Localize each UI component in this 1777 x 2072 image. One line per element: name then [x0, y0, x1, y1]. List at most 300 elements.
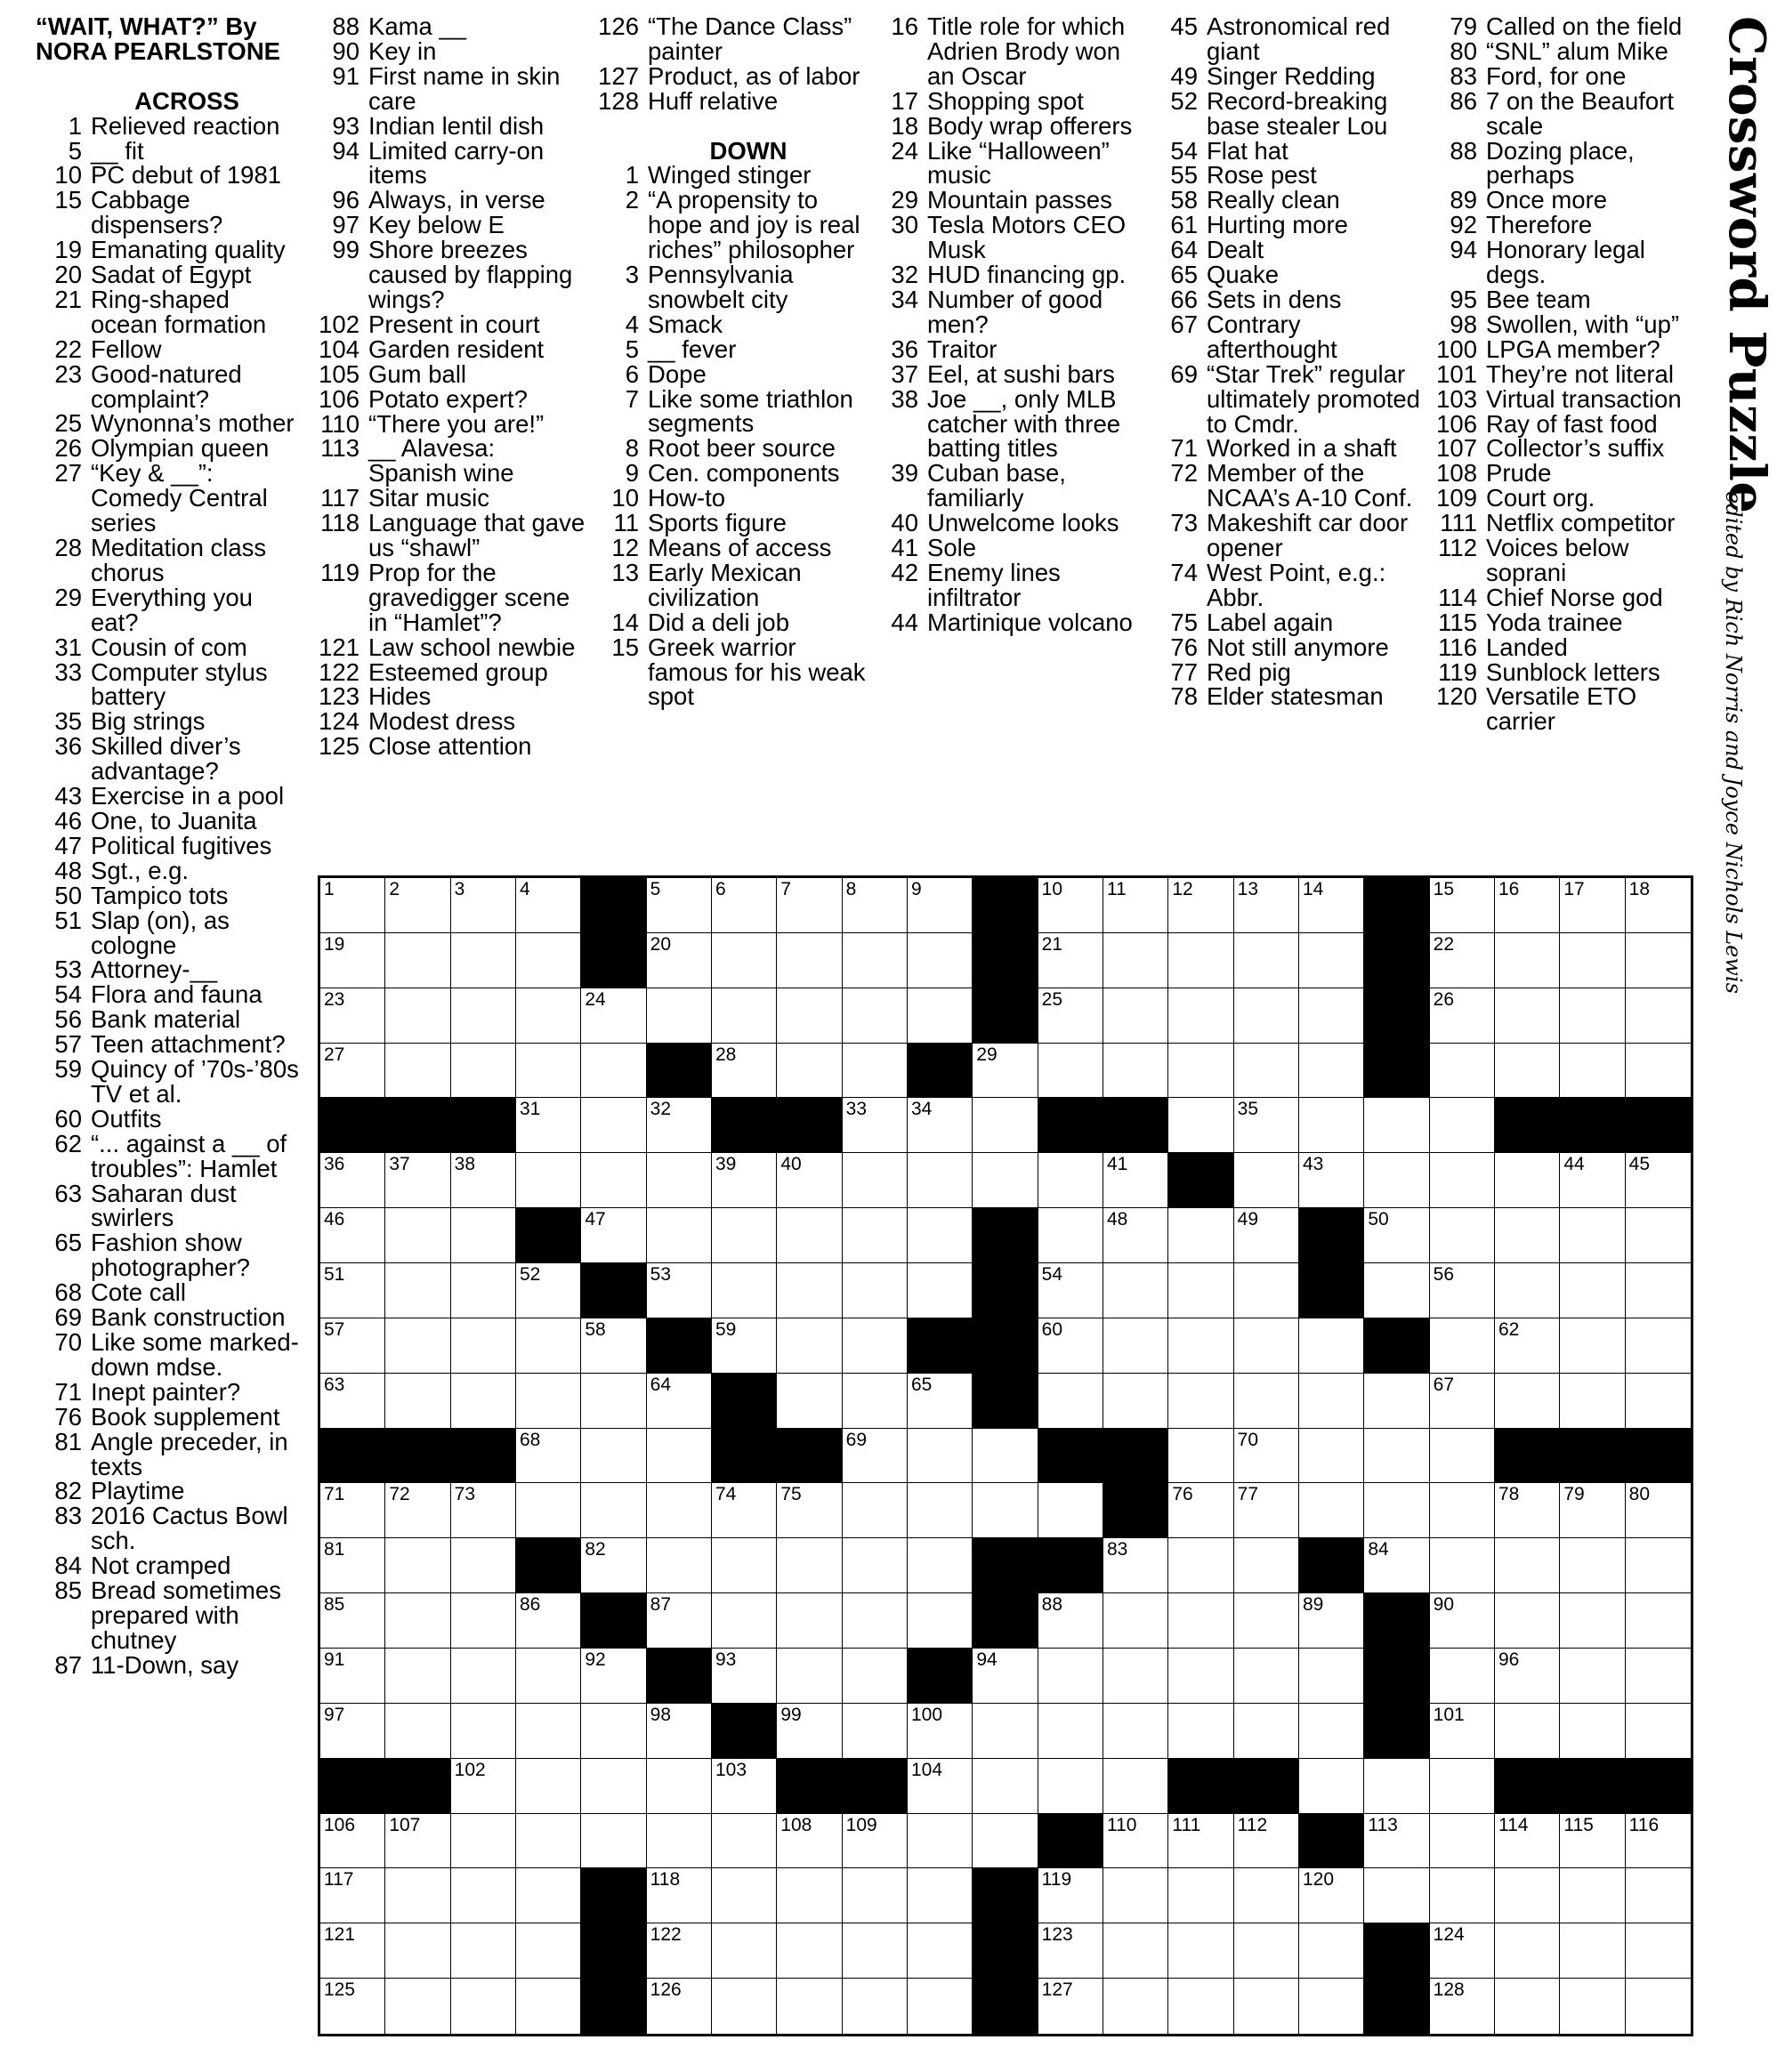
grid-cell[interactable] [908, 1814, 973, 1869]
grid-cell[interactable] [712, 1263, 777, 1318]
grid-cell[interactable] [1038, 1318, 1103, 1374]
grid-cell[interactable] [843, 1208, 908, 1263]
grid-cell[interactable] [647, 1538, 712, 1593]
grid-cell[interactable] [908, 1868, 973, 1923]
grid-cell[interactable] [1430, 1868, 1495, 1923]
grid-cell[interactable] [1430, 1814, 1495, 1869]
grid-cell[interactable] [451, 1704, 516, 1759]
grid-cell[interactable] [1430, 988, 1495, 1044]
grid-cell[interactable] [1560, 1923, 1625, 1979]
grid-cell[interactable] [777, 988, 842, 1044]
grid-cell[interactable] [1626, 1044, 1691, 1099]
grid-cell[interactable] [712, 1923, 777, 1979]
grid-cell[interactable] [1038, 1759, 1103, 1814]
grid-cell[interactable] [712, 1153, 777, 1208]
grid-cell[interactable] [647, 1208, 712, 1263]
grid-cell[interactable] [777, 878, 842, 933]
grid-cell[interactable] [712, 1593, 777, 1649]
grid-cell[interactable] [908, 988, 973, 1044]
grid-cell[interactable] [1103, 988, 1168, 1044]
grid-cell[interactable] [1038, 988, 1103, 1044]
grid-cell[interactable] [777, 1044, 842, 1099]
grid-cell[interactable] [1430, 1759, 1495, 1814]
grid-cell[interactable] [1103, 1704, 1168, 1759]
grid-cell[interactable] [1560, 1814, 1625, 1869]
grid-cell[interactable] [581, 1318, 646, 1374]
grid-cell[interactable] [647, 878, 712, 933]
grid-cell[interactable] [712, 1318, 777, 1374]
grid-cell[interactable] [1430, 1429, 1495, 1484]
grid-cell[interactable] [1234, 878, 1299, 933]
grid-cell[interactable] [712, 1044, 777, 1099]
grid-cell[interactable] [1626, 1649, 1691, 1704]
grid-cell[interactable] [1560, 988, 1625, 1044]
grid-cell[interactable] [1626, 1374, 1691, 1429]
grid-cell[interactable] [516, 1759, 581, 1814]
grid-cell[interactable] [1626, 1153, 1691, 1208]
grid-cell[interactable] [1364, 1263, 1429, 1318]
grid-cell[interactable] [973, 1429, 1038, 1484]
grid-cell[interactable] [1234, 1098, 1299, 1153]
grid-cell[interactable] [1299, 1759, 1364, 1814]
grid-cell[interactable] [777, 1868, 842, 1923]
grid-cell[interactable] [1299, 1593, 1364, 1649]
grid-cell[interactable] [385, 1979, 450, 2034]
grid-cell[interactable] [908, 1759, 973, 1814]
grid-cell[interactable] [973, 1483, 1038, 1538]
grid-cell[interactable] [385, 1704, 450, 1759]
grid-cell[interactable] [1103, 1923, 1168, 1979]
grid-cell[interactable] [1168, 1538, 1233, 1593]
grid-cell[interactable] [451, 1979, 516, 2034]
grid-cell[interactable] [516, 1923, 581, 1979]
grid-cell[interactable] [1626, 988, 1691, 1044]
grid-cell[interactable] [1560, 1208, 1625, 1263]
grid-cell[interactable] [1234, 1868, 1299, 1923]
grid-cell[interactable] [451, 1318, 516, 1374]
grid-cell[interactable] [1495, 933, 1560, 988]
grid-cell[interactable] [1560, 1374, 1625, 1429]
grid-cell[interactable] [581, 1098, 646, 1153]
grid-cell[interactable] [1038, 1649, 1103, 1704]
grid-cell[interactable] [777, 1483, 842, 1538]
grid-cell[interactable] [647, 1814, 712, 1869]
grid-cell[interactable] [908, 878, 973, 933]
grid-cell[interactable] [451, 1208, 516, 1263]
grid-cell[interactable] [1103, 1318, 1168, 1374]
grid-cell[interactable] [451, 1374, 516, 1429]
grid-cell[interactable] [320, 1923, 385, 1979]
grid-cell[interactable] [516, 988, 581, 1044]
grid-cell[interactable] [647, 1868, 712, 1923]
grid-cell[interactable] [1626, 1593, 1691, 1649]
grid-cell[interactable] [1560, 1153, 1625, 1208]
grid-cell[interactable] [1495, 1318, 1560, 1374]
grid-cell[interactable] [843, 988, 908, 1044]
grid-cell[interactable] [1168, 933, 1233, 988]
grid-cell[interactable] [843, 1538, 908, 1593]
grid-cell[interactable] [973, 1044, 1038, 1099]
grid-cell[interactable] [777, 1649, 842, 1704]
grid-cell[interactable] [1299, 1649, 1364, 1704]
grid-cell[interactable] [843, 1429, 908, 1484]
grid-cell[interactable] [1626, 1868, 1691, 1923]
grid-cell[interactable] [320, 1153, 385, 1208]
grid-cell[interactable] [581, 1374, 646, 1429]
grid-cell[interactable] [777, 1263, 842, 1318]
grid-cell[interactable] [1626, 1923, 1691, 1979]
grid-cell[interactable] [581, 1759, 646, 1814]
grid-cell[interactable] [385, 1153, 450, 1208]
grid-cell[interactable] [320, 988, 385, 1044]
grid-cell[interactable] [647, 1374, 712, 1429]
grid-cell[interactable] [581, 1153, 646, 1208]
grid-cell[interactable] [1495, 1593, 1560, 1649]
grid-cell[interactable] [777, 1538, 842, 1593]
grid-cell[interactable] [1430, 1263, 1495, 1318]
grid-cell[interactable] [973, 1098, 1038, 1153]
grid-cell[interactable] [385, 1483, 450, 1538]
grid-cell[interactable] [1299, 878, 1364, 933]
grid-cell[interactable] [385, 1868, 450, 1923]
grid-cell[interactable] [647, 1704, 712, 1759]
grid-cell[interactable] [1560, 933, 1625, 988]
grid-cell[interactable] [451, 1153, 516, 1208]
grid-cell[interactable] [1299, 988, 1364, 1044]
grid-cell[interactable] [712, 1979, 777, 2034]
grid-cell[interactable] [973, 1704, 1038, 1759]
grid-cell[interactable] [1495, 1374, 1560, 1429]
grid-cell[interactable] [1038, 1208, 1103, 1263]
grid-cell[interactable] [1234, 1979, 1299, 2034]
grid-cell[interactable] [451, 1263, 516, 1318]
grid-cell[interactable] [516, 1429, 581, 1484]
grid-cell[interactable] [581, 1538, 646, 1593]
grid-cell[interactable] [1495, 1649, 1560, 1704]
grid-cell[interactable] [1103, 1374, 1168, 1429]
grid-cell[interactable] [1234, 1374, 1299, 1429]
grid-cell[interactable] [1038, 878, 1103, 933]
grid-cell[interactable] [1168, 878, 1233, 933]
grid-cell[interactable] [647, 933, 712, 988]
grid-cell[interactable] [777, 1814, 842, 1869]
grid-cell[interactable] [1168, 1374, 1233, 1429]
grid-cell[interactable] [1234, 1263, 1299, 1318]
grid-cell[interactable] [908, 1923, 973, 1979]
grid-cell[interactable] [320, 1538, 385, 1593]
grid-cell[interactable] [516, 1814, 581, 1869]
grid-cell[interactable] [1495, 1208, 1560, 1263]
grid-cell[interactable] [843, 1923, 908, 1979]
grid-cell[interactable] [1103, 1649, 1168, 1704]
grid-cell[interactable] [1038, 933, 1103, 988]
grid-cell[interactable] [385, 1374, 450, 1429]
grid-cell[interactable] [777, 933, 842, 988]
grid-cell[interactable] [451, 1483, 516, 1538]
grid-cell[interactable] [1038, 1593, 1103, 1649]
grid-cell[interactable] [843, 1098, 908, 1153]
grid-cell[interactable] [777, 1593, 842, 1649]
grid-cell[interactable] [777, 1923, 842, 1979]
grid-cell[interactable] [1560, 1263, 1625, 1318]
grid-cell[interactable] [1495, 878, 1560, 933]
grid-cell[interactable] [1626, 1704, 1691, 1759]
grid-cell[interactable] [1234, 1538, 1299, 1593]
grid-cell[interactable] [1626, 1208, 1691, 1263]
grid-cell[interactable] [843, 1483, 908, 1538]
grid-cell[interactable] [1560, 1318, 1625, 1374]
grid-cell[interactable] [1560, 1483, 1625, 1538]
grid-cell[interactable] [1430, 1979, 1495, 2034]
grid-cell[interactable] [1234, 1593, 1299, 1649]
grid-cell[interactable] [320, 1318, 385, 1374]
grid-cell[interactable] [647, 1153, 712, 1208]
grid-cell[interactable] [1038, 1979, 1103, 2034]
grid-cell[interactable] [385, 933, 450, 988]
grid-cell[interactable] [973, 1814, 1038, 1869]
grid-cell[interactable] [1038, 1374, 1103, 1429]
grid-cell[interactable] [1038, 1868, 1103, 1923]
grid-cell[interactable] [1430, 1208, 1495, 1263]
grid-cell[interactable] [1299, 1098, 1364, 1153]
grid-cell[interactable] [973, 1153, 1038, 1208]
grid-cell[interactable] [1103, 1263, 1168, 1318]
grid-cell[interactable] [647, 1098, 712, 1153]
grid-cell[interactable] [385, 1814, 450, 1869]
grid-cell[interactable] [1495, 1538, 1560, 1593]
grid-cell[interactable] [1234, 1649, 1299, 1704]
grid-cell[interactable] [320, 878, 385, 933]
grid-cell[interactable] [516, 1979, 581, 2034]
grid-cell[interactable] [451, 1044, 516, 1099]
grid-cell[interactable] [516, 878, 581, 933]
grid-cell[interactable] [1299, 1483, 1364, 1538]
grid-cell[interactable] [843, 1318, 908, 1374]
grid-cell[interactable] [581, 1044, 646, 1099]
grid-cell[interactable] [1430, 1704, 1495, 1759]
grid-cell[interactable] [777, 1979, 842, 2034]
grid-cell[interactable] [647, 1263, 712, 1318]
grid-cell[interactable] [647, 988, 712, 1044]
grid-cell[interactable] [1560, 1649, 1625, 1704]
grid-cell[interactable] [1430, 1538, 1495, 1593]
grid-cell[interactable] [1168, 1429, 1233, 1484]
grid-cell[interactable] [320, 1649, 385, 1704]
grid-cell[interactable] [581, 1814, 646, 1869]
grid-cell[interactable] [908, 1483, 973, 1538]
grid-cell[interactable] [320, 933, 385, 988]
grid-cell[interactable] [385, 1263, 450, 1318]
grid-cell[interactable] [1234, 1704, 1299, 1759]
grid-cell[interactable] [908, 933, 973, 988]
grid-cell[interactable] [843, 1649, 908, 1704]
grid-cell[interactable] [320, 1704, 385, 1759]
grid-cell[interactable] [1495, 1153, 1560, 1208]
grid-cell[interactable] [1560, 1979, 1625, 2034]
grid-cell[interactable] [516, 1263, 581, 1318]
grid-cell[interactable] [516, 1318, 581, 1374]
grid-cell[interactable] [843, 933, 908, 988]
grid-cell[interactable] [1038, 1044, 1103, 1099]
grid-cell[interactable] [1038, 1483, 1103, 1538]
grid-cell[interactable] [843, 1593, 908, 1649]
grid-cell[interactable] [647, 1429, 712, 1484]
grid-cell[interactable] [320, 1044, 385, 1099]
grid-cell[interactable] [777, 1153, 842, 1208]
grid-cell[interactable] [1103, 1044, 1168, 1099]
grid-cell[interactable] [777, 1704, 842, 1759]
grid-cell[interactable] [1103, 1538, 1168, 1593]
grid-cell[interactable] [1234, 1429, 1299, 1484]
grid-cell[interactable] [1364, 1759, 1429, 1814]
grid-cell[interactable] [1430, 1318, 1495, 1374]
grid-cell[interactable] [1168, 1098, 1233, 1153]
grid-cell[interactable] [320, 1979, 385, 2034]
grid-cell[interactable] [385, 1044, 450, 1099]
grid-cell[interactable] [712, 1538, 777, 1593]
grid-cell[interactable] [712, 1483, 777, 1538]
grid-cell[interactable] [1560, 1593, 1625, 1649]
grid-cell[interactable] [1234, 988, 1299, 1044]
grid-cell[interactable] [1038, 1153, 1103, 1208]
grid-cell[interactable] [712, 1759, 777, 1814]
grid-cell[interactable] [843, 1263, 908, 1318]
grid-cell[interactable] [1299, 1979, 1364, 2034]
grid-cell[interactable] [1168, 1923, 1233, 1979]
grid-cell[interactable] [908, 1098, 973, 1153]
grid-cell[interactable] [1430, 1374, 1495, 1429]
grid-cell[interactable] [1299, 1429, 1364, 1484]
grid-cell[interactable] [581, 1429, 646, 1484]
grid-cell[interactable] [1626, 1814, 1691, 1869]
grid-cell[interactable] [908, 1538, 973, 1593]
grid-cell[interactable] [320, 1868, 385, 1923]
grid-cell[interactable] [1234, 933, 1299, 988]
grid-cell[interactable] [516, 1374, 581, 1429]
grid-cell[interactable] [1299, 1704, 1364, 1759]
grid-cell[interactable] [908, 1704, 973, 1759]
grid-cell[interactable] [451, 933, 516, 988]
grid-cell[interactable] [1626, 1318, 1691, 1374]
grid-cell[interactable] [1626, 1538, 1691, 1593]
grid-cell[interactable] [1430, 1098, 1495, 1153]
grid-cell[interactable] [1103, 1979, 1168, 2034]
grid-cell[interactable] [1038, 1704, 1103, 1759]
grid-cell[interactable] [843, 1704, 908, 1759]
grid-cell[interactable] [1168, 1263, 1233, 1318]
grid-cell[interactable] [451, 1759, 516, 1814]
grid-cell[interactable] [451, 1814, 516, 1869]
grid-cell[interactable] [1430, 1483, 1495, 1538]
grid-cell[interactable] [385, 1593, 450, 1649]
grid-cell[interactable] [516, 1098, 581, 1153]
grid-cell[interactable] [1495, 1263, 1560, 1318]
grid-cell[interactable] [1234, 1318, 1299, 1374]
grid-cell[interactable] [712, 1649, 777, 1704]
grid-cell[interactable] [843, 1868, 908, 1923]
grid-cell[interactable] [908, 1153, 973, 1208]
grid-cell[interactable] [1038, 1263, 1103, 1318]
grid-cell[interactable] [1168, 1593, 1233, 1649]
grid-cell[interactable] [843, 1979, 908, 2034]
grid-cell[interactable] [451, 1868, 516, 1923]
grid-cell[interactable] [1234, 1814, 1299, 1869]
grid-cell[interactable] [516, 1593, 581, 1649]
grid-cell[interactable] [1560, 1538, 1625, 1593]
grid-cell[interactable] [1299, 1044, 1364, 1099]
grid-cell[interactable] [712, 1208, 777, 1263]
grid-cell[interactable] [1299, 1923, 1364, 1979]
grid-cell[interactable] [1299, 1153, 1364, 1208]
grid-cell[interactable] [1430, 878, 1495, 933]
grid-cell[interactable] [647, 1979, 712, 2034]
grid-cell[interactable] [1430, 1649, 1495, 1704]
grid-cell[interactable] [1364, 1098, 1429, 1153]
grid-cell[interactable] [320, 1483, 385, 1538]
grid-cell[interactable] [516, 1649, 581, 1704]
grid-cell[interactable] [1364, 1483, 1429, 1538]
grid-cell[interactable] [1560, 878, 1625, 933]
grid-cell[interactable] [581, 988, 646, 1044]
grid-cell[interactable] [712, 988, 777, 1044]
grid-cell[interactable] [973, 1649, 1038, 1704]
grid-cell[interactable] [647, 1923, 712, 1979]
grid-cell[interactable] [908, 1979, 973, 2034]
grid-cell[interactable] [1168, 1318, 1233, 1374]
grid-cell[interactable] [1560, 1868, 1625, 1923]
grid-cell[interactable] [647, 1593, 712, 1649]
grid-cell[interactable] [1168, 1814, 1233, 1869]
grid-cell[interactable] [843, 1153, 908, 1208]
grid-cell[interactable] [1299, 1374, 1364, 1429]
grid-cell[interactable] [777, 1208, 842, 1263]
grid-cell[interactable] [1299, 1318, 1364, 1374]
grid-cell[interactable] [1103, 1153, 1168, 1208]
grid-cell[interactable] [712, 1814, 777, 1869]
grid-cell[interactable] [385, 988, 450, 1044]
grid-cell[interactable] [385, 878, 450, 933]
grid-cell[interactable] [1430, 1923, 1495, 1979]
grid-cell[interactable] [1560, 1044, 1625, 1099]
grid-cell[interactable] [647, 1483, 712, 1538]
grid-cell[interactable] [516, 1044, 581, 1099]
grid-cell[interactable] [1364, 1868, 1429, 1923]
grid-cell[interactable] [1364, 1153, 1429, 1208]
grid-cell[interactable] [581, 1649, 646, 1704]
grid-cell[interactable] [1430, 933, 1495, 988]
grid-cell[interactable] [843, 1044, 908, 1099]
grid-cell[interactable] [320, 1374, 385, 1429]
grid-cell[interactable] [1430, 1044, 1495, 1099]
grid-cell[interactable] [777, 1374, 842, 1429]
grid-cell[interactable] [320, 1814, 385, 1869]
grid-cell[interactable] [843, 878, 908, 933]
grid-cell[interactable] [777, 1318, 842, 1374]
grid-cell[interactable] [1103, 878, 1168, 933]
grid-cell[interactable] [908, 1374, 973, 1429]
grid-cell[interactable] [1103, 933, 1168, 988]
grid-cell[interactable] [516, 1868, 581, 1923]
grid-cell[interactable] [1364, 1374, 1429, 1429]
grid-cell[interactable] [1495, 1868, 1560, 1923]
grid-cell[interactable] [1495, 1483, 1560, 1538]
grid-cell[interactable] [320, 1593, 385, 1649]
grid-cell[interactable] [712, 878, 777, 933]
grid-cell[interactable] [1364, 1538, 1429, 1593]
grid-cell[interactable] [1560, 1704, 1625, 1759]
grid-cell[interactable] [1364, 1429, 1429, 1484]
grid-cell[interactable] [1626, 933, 1691, 988]
